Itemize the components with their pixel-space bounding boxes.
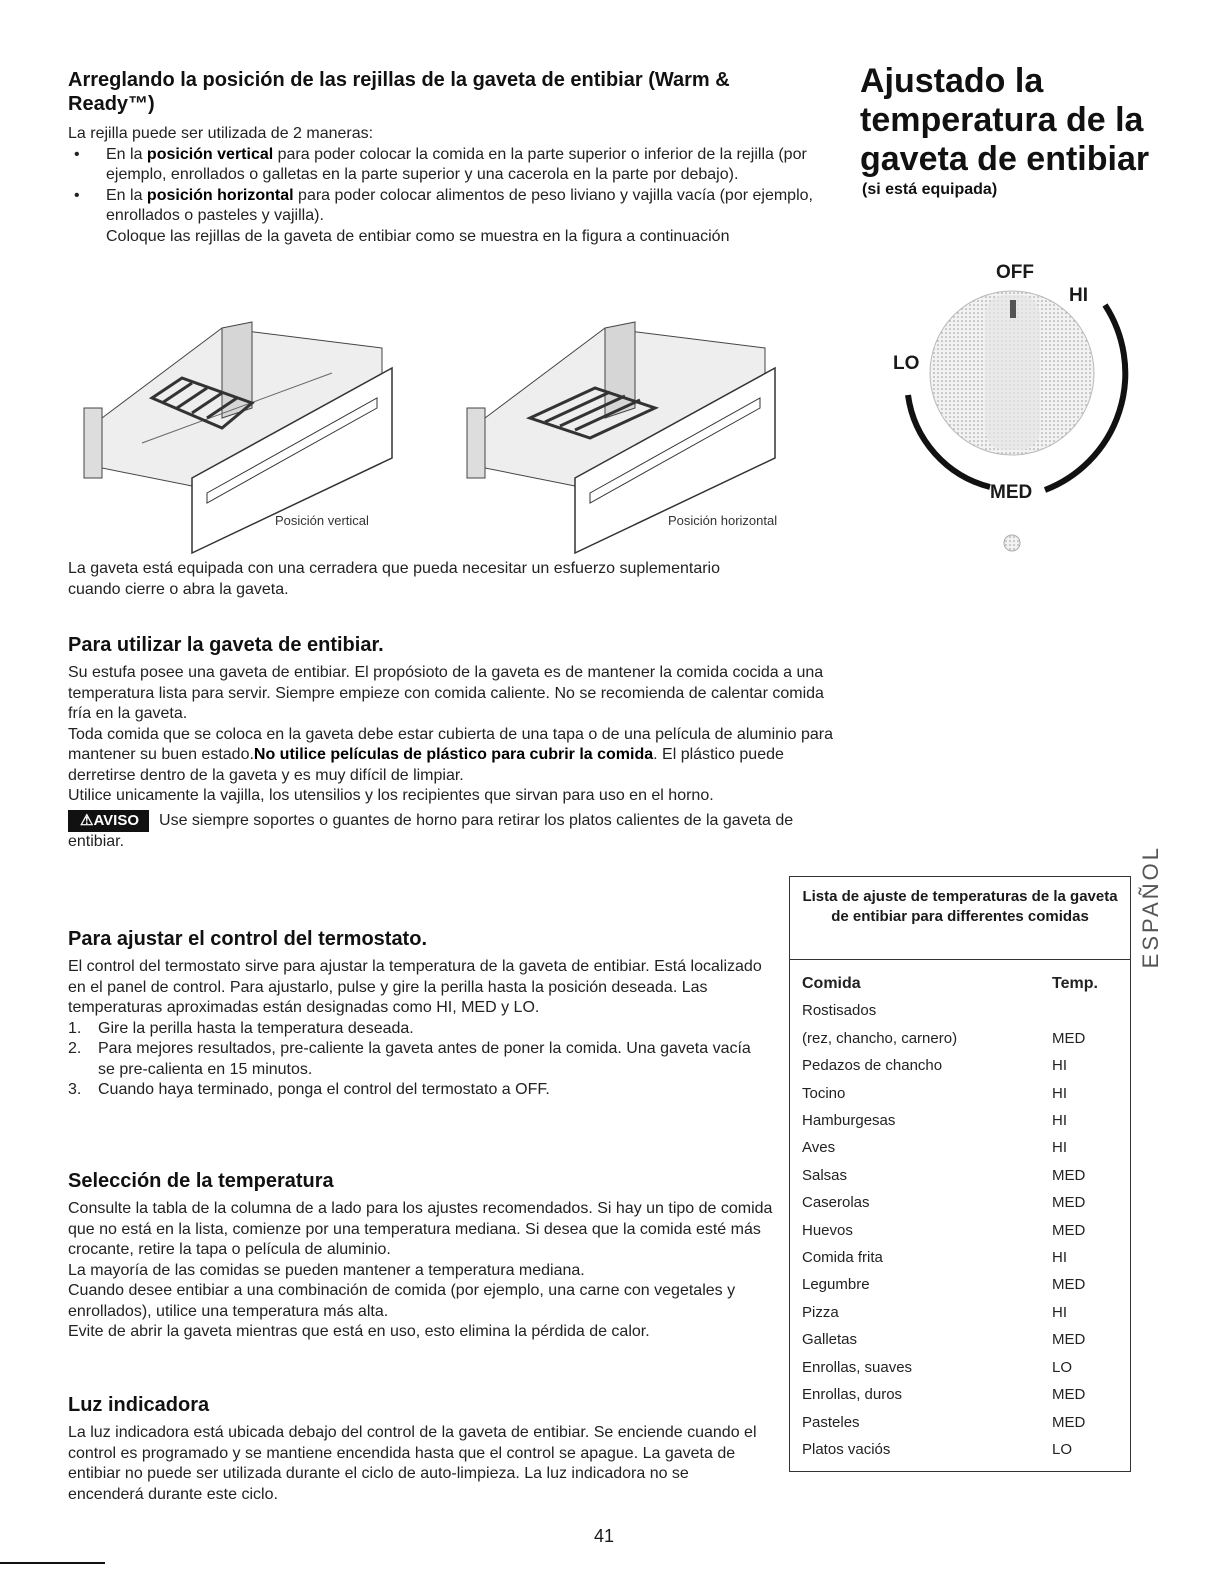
- knob-label-med: MED: [990, 482, 1033, 503]
- language-side-tab: ESPAÑOL: [1138, 845, 1163, 969]
- table-body: [790, 960, 1130, 1463]
- knob-label-lo: LO: [893, 353, 920, 374]
- column-header-temp: Temp.: [1052, 975, 1098, 992]
- table-row: [802, 1217, 1118, 1244]
- food-cell: Hamburgesas: [802, 1112, 896, 1130]
- temp-cell: LO: [1052, 1440, 1073, 1458]
- section-heading-use-drawer: Para utilizar la gaveta de entibiar.: [68, 634, 384, 656]
- knob-label-off: OFF: [996, 262, 1034, 283]
- temp-cell: MED: [1052, 1331, 1086, 1349]
- section-use-drawer-body: [68, 663, 843, 852]
- caption-horizontal: Posición horizontal: [668, 513, 778, 528]
- temp-cell: LO: [1052, 1358, 1073, 1376]
- table-title: Lista de ajuste de temperaturas de la gaveta de entibiar para differentes comidas: [790, 877, 1130, 960]
- temp-p4: Evite de abrir la gaveta mientras que está en uso, esto elimina la pérdida de calor.: [68, 1323, 650, 1340]
- use-drawer-p3: Utilice unicamente la vajilla, los utensilios y los recipientes que sirvan para uso en el horno.: [68, 787, 714, 804]
- temp-cell: HI: [1052, 1249, 1067, 1267]
- food-cell: Salsas: [802, 1166, 848, 1184]
- table-row: [802, 1354, 1118, 1381]
- food-cell: (rez, chancho, carnero): [802, 1029, 958, 1047]
- indicator-light-body: La luz indicadora está ubicada debajo del control de la gaveta de entibiar. Se enciende cuando el control es programado y se mantiene encendida hasta que el control se apague. La gaveta de entibiar no puede ser utilizada durante el ciclo de auto-limpieza. La luz indicadora no se encenderá durante este ciclo.: [68, 1424, 757, 1503]
- page-subtitle: (si está equipada): [862, 181, 998, 198]
- section-heading-temperature-selection: Selección de la temperatura: [68, 1170, 334, 1192]
- table-row: [802, 1299, 1118, 1326]
- food-cell: Tocino: [802, 1084, 846, 1102]
- knob-label-hi: HI: [1069, 285, 1088, 306]
- table-rows: [802, 997, 1118, 1463]
- table-header-row: [802, 970, 1118, 997]
- temp-cell: MED: [1052, 1166, 1086, 1184]
- temp-cell: MED: [1052, 1029, 1086, 1047]
- step-item: 1. Gire la perilla hasta la temperatura deseada.: [68, 1019, 414, 1037]
- food-cell: Pizza: [802, 1303, 839, 1321]
- food-cell: Huevos: [802, 1221, 853, 1239]
- step-item: 2. Para mejores resultados, pre-caliente la gaveta antes de poner la comida. Una gaveta vacía se pre-calienta en 15 minutos.: [68, 1040, 751, 1078]
- table-row: [802, 1107, 1118, 1134]
- temp-cell: HI: [1052, 1084, 1067, 1102]
- section-heading-indicator-light: Luz indicadora: [68, 1394, 210, 1416]
- section-temperature-body: [68, 1199, 773, 1343]
- page-title: Ajustado la temperatura de la gaveta de entibiar: [860, 62, 1150, 178]
- food-cell: Comida frita: [802, 1249, 883, 1267]
- food-cell: Rostisados: [802, 1002, 877, 1020]
- food-cell: Aves: [802, 1139, 836, 1157]
- drawer-vertical-illustration: [82, 318, 432, 558]
- table-row: [802, 1326, 1118, 1353]
- caption-vertical: Posición vertical: [275, 513, 369, 528]
- temp-cell: HI: [1052, 1303, 1067, 1321]
- food-cell: Galletas: [802, 1331, 858, 1349]
- table-row: [802, 997, 1118, 1024]
- temperature-table: [789, 876, 1131, 1472]
- table-row: [802, 1436, 1118, 1463]
- temp-cell: MED: [1052, 1413, 1086, 1431]
- step-item: 3. Cuando haya terminado, ponga el control del termostato a OFF.: [68, 1081, 550, 1098]
- table-row: [802, 1244, 1118, 1271]
- temp-cell: MED: [1052, 1194, 1086, 1212]
- thermostat-steps: [68, 1019, 768, 1101]
- temp-cell: HI: [1052, 1112, 1067, 1130]
- food-cell: Pasteles: [802, 1413, 860, 1431]
- rack-intro: La rejilla puede ser utilizada de 2 maneras:: [68, 125, 374, 142]
- section-thermostat-body: [68, 957, 768, 1101]
- warning-paragraph: ⚠AVISO Use siempre soportes o guantes de horno para retirar los platos calientes de la gaveta de entibiar.: [68, 811, 794, 850]
- temp-cell: HI: [1052, 1139, 1067, 1157]
- table-row: [802, 1025, 1118, 1052]
- section-heading-rack-position: Arreglando la posición de las rejillas de la gaveta de entibiar (Warm & Ready™): [68, 69, 730, 115]
- temp-cell: MED: [1052, 1221, 1086, 1239]
- food-cell: Enrollas, duros: [802, 1386, 903, 1404]
- thermostat-knob-diagram: [880, 255, 1150, 555]
- food-cell: Caserolas: [802, 1194, 870, 1212]
- food-cell: Enrollas, suaves: [802, 1358, 913, 1376]
- table-row: [802, 1052, 1118, 1079]
- bullet-vertical: • En la posición vertical para poder colocar la comida en la parte superior o inferior de la rejilla (por ejemplo, enrollados o galletas en la parte superior y una cacerola en la parte por debajo).: [68, 145, 843, 186]
- temp-cell: MED: [1052, 1276, 1086, 1294]
- table-row: [802, 1080, 1118, 1107]
- table-row: [802, 1381, 1118, 1408]
- warning-triangle-icon: ⚠: [80, 811, 94, 829]
- table-row: [802, 1189, 1118, 1216]
- temp-p1: Consulte la tabla de la columna de a lado para los ajustes recomendados. Si hay un tipo de comida que no está en la lista, comienze por una temperatura mediana. Si desea que la comida esté más crocante, retire la tapa o película de aluminio.: [68, 1200, 773, 1258]
- food-cell: Platos vaciós: [802, 1440, 891, 1458]
- temp-cell: MED: [1052, 1386, 1086, 1404]
- bottom-rule: [0, 1562, 105, 1564]
- bullet-horizontal: • En la posición horizontal para poder colocar alimentos de peso liviano y vajilla vacía (por ejemplo, enrollados o pasteles y vajilla).: [68, 186, 843, 227]
- column-header-food: Comida: [802, 975, 861, 992]
- table-row: [802, 1134, 1118, 1161]
- section-rack-body: [68, 124, 843, 247]
- section-heading-thermostat: Para ajustar el control del termostato.: [68, 928, 427, 950]
- rack-instruction: Coloque las rejillas de la gaveta de entibiar como se muestra en la figura a continuación: [106, 227, 730, 245]
- table-row: [802, 1162, 1118, 1189]
- temp-cell: HI: [1052, 1057, 1067, 1075]
- warning-badge: ⚠AVISO: [68, 810, 149, 832]
- temp-p3: Cuando desee entibiar a una combinación de comida (por ejemplo, una carne con vegetales y enrollados), utilice una temperatura más alta.: [68, 1282, 736, 1320]
- table-row: [802, 1271, 1118, 1298]
- thermostat-p1: El control del termostato sirve para ajustar la temperatura de la gaveta de entibiar. Está localizado en el panel de control. Para ajustarlo, pulse y gire la perilla hasta la posición deseada. Las temperaturas aproximadas están designadas como HI, MED y LO.: [68, 958, 762, 1016]
- table-row: [802, 1409, 1118, 1436]
- drawer-lock-note: La gaveta está equipada con una cerradera que pueda necesitar un esfuerzo suplementario cuando cierre o abra la gaveta.: [68, 560, 721, 598]
- food-cell: Legumbre: [802, 1276, 870, 1294]
- food-cell: Pedazos de chancho: [802, 1057, 943, 1075]
- temp-p2: La mayoría de las comidas se pueden mantener a temperatura mediana.: [68, 1261, 585, 1279]
- use-drawer-p1: Su estufa posee una gaveta de entibiar. El propósioto de la gaveta es de mantener la comida cocida a una temperatura lista para servir. Siempre empieze con comida caliente. No se recomienda de calentar comida fría en la gaveta.: [68, 664, 824, 722]
- page-number: 41: [594, 1526, 615, 1546]
- use-drawer-p2: Toda comida que se coloca en la gaveta debe estar cubierta de una tapa o de una película de aluminio para mantener su buen estado.No utilice películas de plástico para cubrir la comida. El plástico puede derretirse dentro de la gaveta y es muy difícil de limpiar.: [68, 725, 833, 784]
